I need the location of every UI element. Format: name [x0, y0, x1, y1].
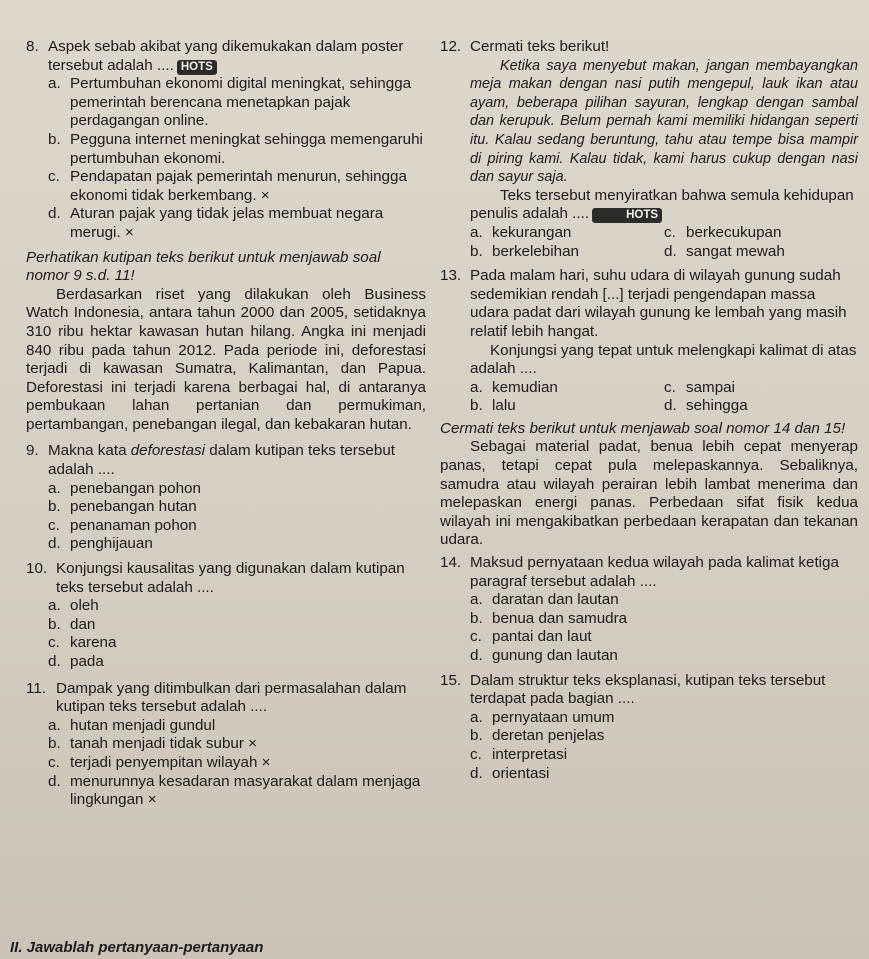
passage-makan: Ketika saya menyebut makan, jangan membayangkan meja makan dengan nasi putih mengepul, lauk ikan atau ayam, beberapa pilihan sayuran, lengkap dengan sambal dan kerupuk. Belum pernah kami memiliki hidangan seperti itu. Kalau sedang beruntung, tahu atau tempe bisa mampir di piring kami. Kalau tidak, kami harus cukup dengan nasi dan sayur saja. — [470, 57, 858, 186]
question-number: 14. — [440, 554, 462, 572]
answer-option[interactable] — [448, 628, 858, 647]
option-letter: b. — [48, 615, 61, 633]
answer-option[interactable] — [470, 397, 664, 416]
option-text: terjadi penyempitan wilayah × — [70, 753, 271, 771]
answer-option[interactable] — [26, 480, 426, 499]
option-letter: a. — [470, 708, 483, 726]
option-text: pada — [70, 653, 104, 670]
option-text: sampai — [686, 378, 735, 396]
question-13 — [440, 267, 858, 416]
option-letter: d. — [48, 205, 61, 223]
passage-deforestation: Berdasarkan riset yang dilakukan oleh Business Watch Indonesia, antara tahun 2000 dan 2005, setidaknya 310 ribu hektar kawasan hutan hilang. Angka ini menjadi 840 ribu pada tahun 2012. Pada periode ini, deforestasi terjadi di kawasan Sumatra, Kalimantan, dan Papua. Deforestasi ini terjadi karena berbagai hal, di antaranya pembukaan lahan pertanian dan permukiman, pertambangan, penebangan ilegal, dan kebakaran hutan. — [26, 285, 426, 433]
option-letter: b. — [470, 397, 483, 415]
answer-option[interactable] — [26, 717, 426, 736]
option-letter: b. — [48, 130, 61, 148]
question-prompt: Teks tersebut menyiratkan bahwa semula kehidupan penulis adalah .... — [470, 186, 854, 223]
instruction-14-15: Cermati teks berikut untuk menjawab soal nomor 14 dan 15! — [440, 419, 846, 437]
answer-option[interactable] — [26, 75, 426, 131]
answer-option[interactable] — [26, 131, 426, 168]
option-text: kekurangan — [492, 223, 572, 241]
option-letter: a. — [48, 75, 61, 93]
question-stem: Dampak yang ditimbulkan dari permasalahan dalam kutipan teks tersebut adalah .... — [56, 679, 407, 716]
answer-option[interactable] — [448, 765, 858, 784]
option-text: karena — [70, 634, 117, 652]
answer-option[interactable] — [664, 397, 858, 416]
question-8 — [26, 38, 426, 243]
section-ii-heading: II. Jawablah pertanyaan-pertanyaan — [10, 939, 264, 956]
option-text: dan — [70, 615, 96, 633]
hots-badge: HOTS — [177, 60, 217, 75]
option-letter: b. — [470, 242, 483, 260]
option-text: Pegguna internet meningkat sehingga memengaruhi pertumbuhan ekonomi. — [70, 130, 423, 167]
option-text: pernyataan umum — [492, 708, 615, 726]
answer-option[interactable] — [664, 243, 858, 262]
option-text: berkelebihan — [492, 242, 579, 260]
answer-option[interactable] — [470, 224, 664, 243]
answer-option[interactable] — [448, 610, 858, 629]
option-letter: c. — [470, 745, 482, 763]
option-text: gunung dan lautan — [492, 647, 618, 664]
question-number: 10. — [26, 560, 48, 578]
option-letter: c. — [48, 753, 60, 771]
answer-option[interactable] — [26, 773, 426, 810]
option-letter: a. — [48, 597, 61, 615]
option-text: penanaman pohon — [70, 516, 197, 534]
answer-option[interactable] — [470, 379, 664, 398]
option-text: kemudian — [492, 378, 558, 396]
answer-option[interactable] — [448, 709, 858, 728]
passage-benua: Sebagai material padat, benua lebih cepat menyerap panas, tetapi cepat pula melepaskannya. Sebaliknya, samudra atau wilayah perairan lebih lambat menerima dan melepaskan energi panas. Perbedaan sifat fisik kedua wilayah ini mengakibatkan perbedaan kerapatan dan tekanan udara. — [440, 438, 858, 549]
answer-option[interactable] — [26, 754, 426, 773]
question-stem: Cermati teks berikut! — [470, 38, 610, 55]
question-stem: Pada malam hari, suhu udara di wilayah gunung sudah sedemikian rendah [...] terjadi pengendapan massa udara padat dari wilayah gunung ke lembah yang masih relatif lebih hangat. — [470, 267, 847, 340]
question-stem-post: dalam kutipan teks tersebut adalah .... — [48, 442, 395, 479]
option-text: sangat mewah — [686, 242, 785, 260]
left-column — [26, 38, 426, 810]
answer-option[interactable] — [26, 535, 426, 554]
option-letter: d. — [664, 242, 677, 260]
option-letter: c. — [470, 628, 482, 646]
option-letter: c. — [48, 516, 60, 534]
question-stem-term: deforestasi — [130, 442, 206, 460]
question-number: 15. — [440, 671, 462, 689]
option-text: daratan dan lautan — [492, 591, 619, 609]
answer-option[interactable] — [26, 735, 426, 754]
answer-option[interactable] — [664, 224, 858, 243]
option-text: penebangan hutan — [70, 498, 197, 516]
option-letter: d. — [664, 397, 677, 415]
question-12 — [440, 38, 858, 261]
option-letter: d. — [48, 653, 61, 670]
option-text: penebangan pohon — [70, 479, 201, 497]
option-letter: c. — [48, 634, 60, 652]
option-text: Aturan pajak yang tidak jelas membuat negara merugi. × — [70, 205, 384, 241]
question-9 — [26, 442, 426, 554]
option-letter: d. — [470, 764, 483, 782]
answer-option[interactable] — [26, 498, 426, 517]
instruction-9-11: Perhatikan kutipan teks berikut untuk menjawab soal nomor 9 s.d. 11! — [26, 248, 381, 285]
option-text: berkecukupan — [686, 223, 782, 241]
option-letter: a. — [48, 479, 61, 497]
answer-option[interactable] — [448, 727, 858, 746]
answer-option[interactable] — [26, 517, 426, 536]
answer-option[interactable] — [448, 647, 858, 666]
option-text: penghijauan — [70, 535, 153, 553]
answer-option[interactable] — [26, 634, 426, 653]
answer-option[interactable] — [26, 168, 426, 205]
option-letter: d. — [48, 535, 61, 553]
question-15 — [440, 672, 858, 784]
option-letter: d. — [470, 647, 483, 664]
option-letter: a. — [470, 591, 483, 609]
option-letter: c. — [664, 223, 676, 241]
question-number: 12. — [440, 38, 462, 55]
option-text: oleh — [70, 597, 99, 615]
option-text: interpretasi — [492, 745, 568, 763]
answer-option[interactable] — [26, 597, 426, 616]
option-text: tanah menjadi tidak subur × — [70, 735, 258, 753]
question-stem: Maksud pernyataan kedua wilayah pada kalimat ketiga paragraf tersebut adalah .... — [470, 554, 839, 590]
option-text: sehingga — [686, 397, 748, 415]
answer-option[interactable] — [26, 616, 426, 635]
option-letter: c. — [664, 378, 676, 396]
question-stem: Aspek sebab akibat yang dikemukakan dalam poster tersebut adalah .... — [48, 38, 404, 74]
question-number: 8. — [26, 38, 39, 55]
question-stem: Dalam struktur teks eksplanasi, kutipan teks tersebut terdapat pada bagian .... — [470, 671, 826, 708]
option-letter: a. — [48, 716, 61, 734]
question-prompt: Konjungsi yang tepat untuk melengkapi kalimat di atas adalah .... — [470, 341, 857, 378]
option-letter: d. — [48, 772, 61, 790]
right-column — [440, 38, 858, 783]
question-number: 13. — [440, 267, 462, 285]
option-text: pantai dan laut — [492, 628, 592, 646]
answer-option[interactable] — [470, 243, 664, 262]
question-11 — [26, 680, 426, 810]
option-letter: a. — [470, 223, 483, 241]
answer-option[interactable] — [26, 205, 426, 242]
option-text: deretan penjelas — [492, 727, 605, 745]
question-14 — [440, 554, 858, 666]
question-number: 11. — [26, 679, 46, 697]
question-number: 9. — [26, 442, 39, 460]
option-letter: a. — [470, 378, 483, 396]
answer-option[interactable] — [448, 746, 858, 765]
question-stem-pre: Makna kata — [48, 442, 131, 460]
option-letter: b. — [48, 735, 61, 753]
option-letter: b. — [470, 609, 483, 627]
answer-option[interactable] — [448, 591, 858, 610]
option-letter: b. — [48, 498, 61, 516]
option-text: hutan menjadi gundul — [70, 716, 216, 734]
question-stem: Konjungsi kausalitas yang digunakan dalam kutipan teks tersebut adalah .... — [56, 560, 405, 596]
hots-badge: HOTS — [592, 208, 662, 223]
option-text: lalu — [492, 397, 516, 415]
option-text: menurunnya kesadaran masyarakat dalam menjaga lingkungan × — [70, 772, 421, 809]
option-letter: b. — [470, 727, 483, 745]
option-letter: c. — [48, 168, 60, 186]
question-10 — [26, 560, 426, 672]
option-text: orientasi — [492, 764, 550, 782]
option-text: Pendapatan pajak pemerintah menurun, sehingga ekonomi tidak berkembang. × — [70, 168, 407, 204]
option-text: benua dan samudra — [492, 609, 628, 627]
answer-option[interactable] — [26, 653, 426, 672]
option-text: Pertumbuhan ekonomi digital meningkat, sehingga pemerintah berencana menetapkan pajak perdagangan online. — [70, 75, 412, 130]
answer-option[interactable] — [664, 379, 858, 398]
